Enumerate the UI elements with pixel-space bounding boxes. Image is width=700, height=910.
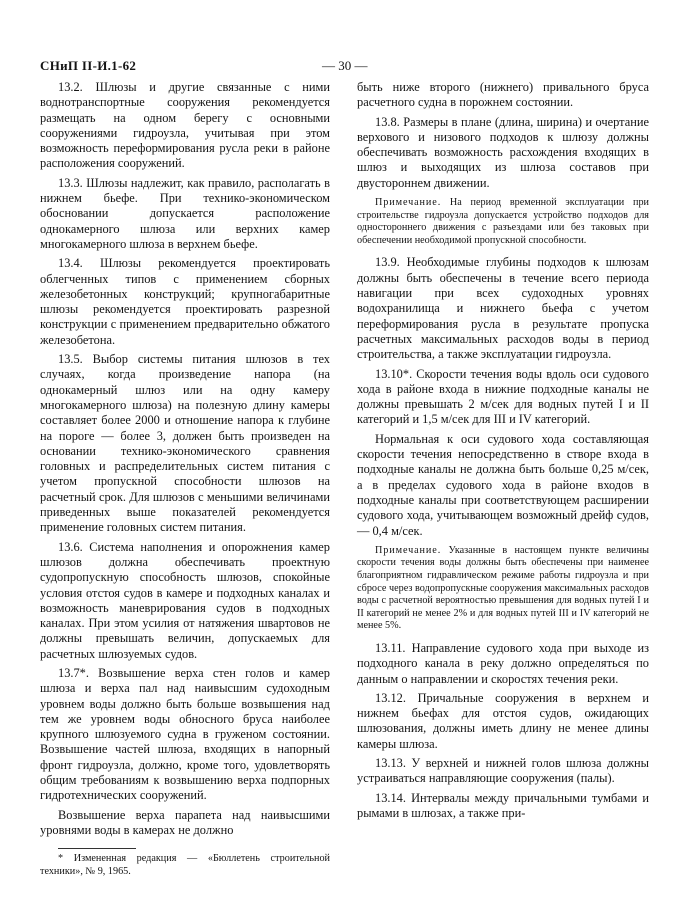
- left-column: [40, 80, 330, 878]
- clause-13-14: 13.14. Интервалы между причальными тумбами и рымами в шлюзах, а также при-: [357, 790, 649, 820]
- note-text: Указанные в настоящем пункте величины скорости течения воды должны быть обеспечены при наименее благоприятном гидравлическом режиме работы гидроузла и при сбросе через водопропускные сооружения максимальных расходов воды с расчетной вероятностью превышения для водных путей I и II категорий не менее 2% и для водных путей III и IV категорий не менее 5%.: [357, 544, 649, 632]
- document-code: СНиП II-И.1-62: [40, 58, 137, 73]
- page-number: — 30 —: [322, 58, 368, 73]
- clause-13-7-end: быть ниже второго (нижнего) привального бруса расчетного судна в порожнем состоянии.: [357, 80, 649, 110]
- clause-13-10: 13.10*. Скорости течения воды вдоль оси судового хода в районе входа в нижние подходные каналы не должны превышать 2 м/сек для водных путей I и II категорий и 1,5 м/сек для III и IV категорий.: [357, 366, 649, 427]
- clause-13-3: 13.3. Шлюзы надлежит, как правило, располагать в нижнем бьефе. При технико-экономическом обосновании допускается расположение однокамерного шлюза или верхних камер многокамерного шлюза в верхнем бьефе.: [40, 175, 330, 251]
- clause-13-10-normal: Нормальная к оси судового хода составляющая скорости течения непосредственно в створе входа в подходные каналы не должна быть больше 0,25 м/сек, а в пределах судового хода в районе входов в подходные каналы при соответствующем расширении судового хода, учитывающем возможный дрейф судов, — 0,4 м/сек.: [357, 431, 649, 538]
- note-13-10: [357, 545, 649, 633]
- clause-13-4: 13.4. Шлюзы рекомендуется проектировать облегченных типов с применением сборных железобетонных конструкций; крупногабаритные шлюзы рекомендуется проектировать разрезной конструкции с применением предварительно обжатого железобетона.: [40, 256, 330, 347]
- note-label: Примечание.: [375, 197, 442, 209]
- footnote: * Измененная редакция — «Бюллетень строительной техники», № 9, 1965.: [40, 853, 330, 877]
- note-text: На период временной эксплуатации при строительстве гидроузла допускается устройство подходов для одностороннего движения с разъездами или без таковых при обеспечении необходимой пропускной способности.: [357, 197, 649, 246]
- clause-13-13: 13.13. У верхней и нижней голов шлюза должны устраиваться направляющие сооружения (палы).: [357, 756, 649, 786]
- clause-13-6: 13.6. Система наполнения и опорожнения камер шлюзов должна обеспечивать проектную судопропускную способность шлюзов, спокойные условия отстоя судов в камере и подходных каналах и возможность маневрирования судов в подходных каналах. При этом усилия от натяжения швартовов не должны превышать величин, допускаемых для расчетных шлюзуемых судов.: [40, 539, 330, 661]
- note-label: Примечание.: [375, 544, 442, 556]
- clause-13-2: 13.2. Шлюзы и другие связанные с ними воднотранспортные сооружения рекомендуется размещать на одном берегу с основными сооружениями гидроузла, учитывая при этом возможность переформирования русла реки в районе расположения сооружений.: [40, 80, 330, 171]
- clause-13-11: 13.11. Направление судового хода при выходе из подходного канала в реку должно определяться по данным о направлении и скоростях течения реки.: [357, 640, 649, 686]
- footnote-divider: [58, 848, 136, 849]
- right-column: [357, 80, 649, 825]
- clause-13-8: 13.8. Размеры в плане (длина, ширина) и очертание верхового и низового подходов к шлюзу должны обеспечивать возможность расхождения входящих в шлюз и выходящих из шлюза составов при двустороннем движении.: [357, 114, 649, 190]
- note-13-8: [357, 197, 649, 247]
- clause-13-9: 13.9. Необходимые глубины подходов к шлюзам должны быть обеспечены в течение всего периода навигации при всех судоходных уровнях водохранилища и нижнего бьефа с учетом переформирования русла в результате пропуска расчетных максимальных расходов воды в период строительства, а также эксплуатации гидроузла.: [357, 255, 649, 362]
- clause-13-7: 13.7*. Возвышение верха стен голов и камер шлюза и верха пал над наивысшим судоходным уровнем воды должно быть больше возвышения над тем же уровнем воды обносного бруса наиболее крупного шлюзуемого судна в груженом состоянии. Возвышение частей шлюза, входящих в напорный фронт гидроузла, должно, кроме того, удовлетворять общим требованиям к возвышению верха подпорных гидротехнических сооружений.: [40, 665, 330, 803]
- clause-13-7-continued: Возвышение верха парапета над наивысшими уровнями воды в камерах не должно: [40, 807, 330, 837]
- clause-13-12: 13.12. Причальные сооружения в верхнем и нижнем бьефах для отстоя судов, ожидающих шлюзования, должны иметь длину не менее длины камеры шлюза.: [357, 690, 649, 751]
- page-header: [40, 58, 660, 74]
- clause-13-5: 13.5. Выбор системы питания шлюзов в тех случаях, когда произведение напора (на однокамерный шлюз или на одну камеру многокамерного шлюза) на полезную длину камеры составляет более 2000 и отношение напора к глубине на пороге — более 3, должен быть произведен на основании технико-экономического сравнения головных и распределительных систем питания с учетом пропускной способности шлюзов на расчетный срок. Для шлюзов с меньшими величинами приведенных выше показателей рекомендуется применение головных систем питания.: [40, 352, 330, 535]
